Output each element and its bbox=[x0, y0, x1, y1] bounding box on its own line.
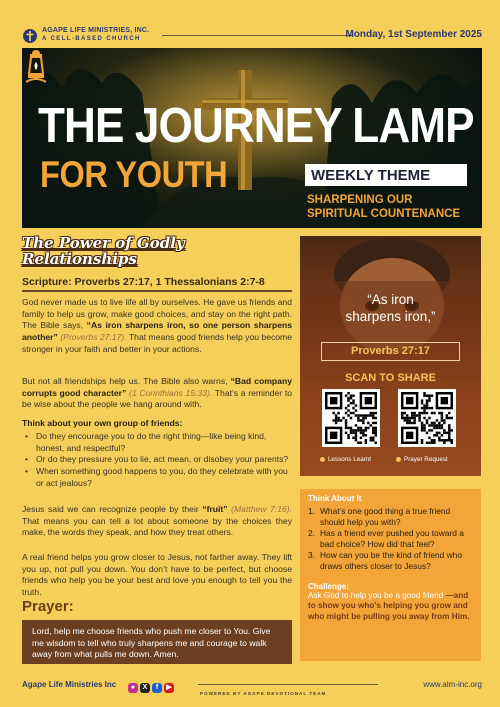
publication-title: THE JOURNEY LAMP bbox=[38, 99, 474, 153]
p2-quote: “Bad company corrupts good character” bbox=[22, 376, 292, 398]
section-title bbox=[22, 236, 202, 268]
p3-quote: “fruit” bbox=[202, 504, 228, 514]
think-about-it-box bbox=[300, 489, 481, 661]
qr2-caption-text: Prayer Request bbox=[404, 456, 448, 463]
p1-citation: (Proverbs 27:17). bbox=[57, 332, 127, 343]
qr-code-icon bbox=[325, 392, 377, 444]
x-icon[interactable]: X bbox=[140, 683, 150, 693]
weekly-theme-text bbox=[307, 194, 460, 222]
p1-quote: “As iron sharpens iron, so one person sharpens another” bbox=[22, 320, 293, 343]
bullet-dot-icon bbox=[396, 457, 401, 462]
lessons-learnt-qr-code[interactable] bbox=[322, 389, 380, 447]
section-title-line-1: The Power of Godly bbox=[22, 234, 185, 252]
question-text: Has a friend ever pushed you toward a bad choice? How did that feel? bbox=[320, 528, 464, 550]
youtube-icon[interactable]: ▶ bbox=[164, 683, 174, 693]
quote-line-2: sharpens iron,” bbox=[345, 308, 436, 324]
challenge-heading: Challenge: bbox=[308, 581, 349, 591]
p2-text-end: That’s a reminder to be wise about the people we hang around with. bbox=[22, 387, 293, 410]
org-tagline: A CELL-BASED CHURCH bbox=[42, 36, 141, 42]
question-text: How can you be the kind of friend who draws others closer to Jesus? bbox=[320, 550, 462, 572]
body-paragraph-3 bbox=[22, 504, 292, 539]
theme-line-2: SPIRITUAL COUNTENANCE bbox=[307, 207, 461, 220]
issue-date: Monday, 1st September 2025 bbox=[345, 29, 482, 40]
list-item: • Do they encourage you to do the right thing—like being kind, honest, and respectful? bbox=[22, 431, 292, 454]
list-item: 3. How can you be the kind of friend who draws others closer to Jesus? bbox=[308, 550, 462, 572]
footer-org-name: Agape Life Ministries Inc bbox=[22, 680, 117, 689]
church-logo-icon bbox=[22, 28, 38, 44]
footer-divider bbox=[198, 684, 378, 685]
p3-text-end: That means you can tell a lot about someone by the choices they make, the words they speak, and how they treat others. bbox=[22, 515, 292, 538]
qr-caption-lessons bbox=[320, 456, 371, 463]
scripture-reference: Scripture: Proverbs 27:17, 1 Thessalonians 2:7-8 bbox=[22, 276, 292, 292]
body-paragraph-1 bbox=[22, 297, 292, 355]
friends-question-list bbox=[22, 431, 292, 489]
theme-line-1: SHARPENING OUR bbox=[307, 194, 413, 206]
prayer-text: Lord, help me choose friends who push me closer to You. Give me wisdom to tell who truly sharpens me and courage to walk away from what pulls me down. Amen. bbox=[22, 620, 292, 664]
header-divider bbox=[162, 35, 352, 36]
prayer-request-qr-code[interactable] bbox=[398, 389, 456, 447]
facebook-icon[interactable]: f bbox=[152, 683, 162, 693]
list-item: • Or do they pressure you to lie, act mean, or disobey your parents? bbox=[22, 454, 292, 466]
list-item: • When something good happens to you, do they celebrate with you or act jealous? bbox=[22, 466, 292, 489]
challenge-text bbox=[308, 591, 473, 623]
p3-text: Jesus said we can recognize people by their bbox=[22, 504, 203, 514]
body-paragraph-4: A real friend helps you grow closer to Jesus, not farther away. They lift you up, not pull you down. You don’t have to be perfect, but choose friends who help you be your best and love you enough to tell you the truth. bbox=[22, 552, 292, 598]
p3-citation: (Matthew 7:16). bbox=[227, 504, 292, 514]
qr-caption-prayer bbox=[396, 456, 448, 463]
body-paragraph-2 bbox=[22, 376, 292, 411]
question-text: What’s one good thing a true friend should help you with? bbox=[320, 506, 451, 528]
qr-code-icon bbox=[401, 392, 453, 444]
top-header bbox=[22, 26, 482, 48]
think-about-it-heading: Think About It bbox=[308, 494, 362, 503]
p2-text: But not all friendships help us. The Bible also warns, bbox=[22, 376, 231, 386]
powered-by-text: POWERED BY AGAPE DEVOTIONAL TEAM bbox=[200, 691, 327, 696]
quote-line-1: “As iron bbox=[367, 292, 414, 307]
lamp-icon bbox=[22, 48, 50, 88]
publication-subtitle: FOR YOUTH bbox=[40, 154, 228, 195]
org-name: AGAPE LIFE MINISTRIES, INC. bbox=[42, 27, 150, 34]
p1-text-end: That means good friends help you become stronger in your faith and better in your actions. bbox=[22, 332, 292, 354]
prayer-heading: Prayer: bbox=[22, 598, 74, 615]
reflection-question-list bbox=[308, 506, 473, 573]
social-links bbox=[128, 677, 176, 696]
list-item: 1. What’s one good thing a true friend should help you with? bbox=[308, 506, 451, 528]
challenge-text-b: —and to show you who’s helping you grow and who might be pulling you away from Him. bbox=[308, 590, 470, 622]
friends-question-heading: Think about your own group of friends: bbox=[22, 418, 183, 428]
list-item: 2. Has a friend ever pushed you toward a bad choice? How did that feel? bbox=[308, 528, 464, 550]
scan-to-share-label: SCAN TO SHARE bbox=[345, 372, 436, 384]
hero-banner bbox=[22, 48, 482, 228]
verse-share-card bbox=[300, 236, 481, 476]
page-footer bbox=[22, 677, 482, 697]
weekly-theme-badge bbox=[305, 164, 467, 186]
section-title-line-2: Relationships bbox=[22, 249, 137, 268]
p2-citation: (1 Corinthians 15:33). bbox=[126, 387, 213, 398]
weekly-theme-label: WEEKLY THEME bbox=[311, 167, 431, 184]
verse-quote bbox=[300, 292, 481, 326]
qr1-caption-text: Lessons Learnt bbox=[328, 456, 372, 463]
verse-reference: Proverbs 27:17 bbox=[321, 342, 460, 361]
p1-text: God never made us to live life all by ourselves. He gave us friends and family to help us grow, make good choices, and stay on the right path. The Bible says, bbox=[22, 297, 292, 331]
bullet-dot-icon bbox=[320, 457, 325, 462]
website-link[interactable]: www.alm-inc.org bbox=[423, 680, 482, 689]
challenge-text-a: Ask God to help you be a good friend bbox=[308, 590, 446, 600]
instagram-icon[interactable]: ● bbox=[128, 683, 138, 693]
